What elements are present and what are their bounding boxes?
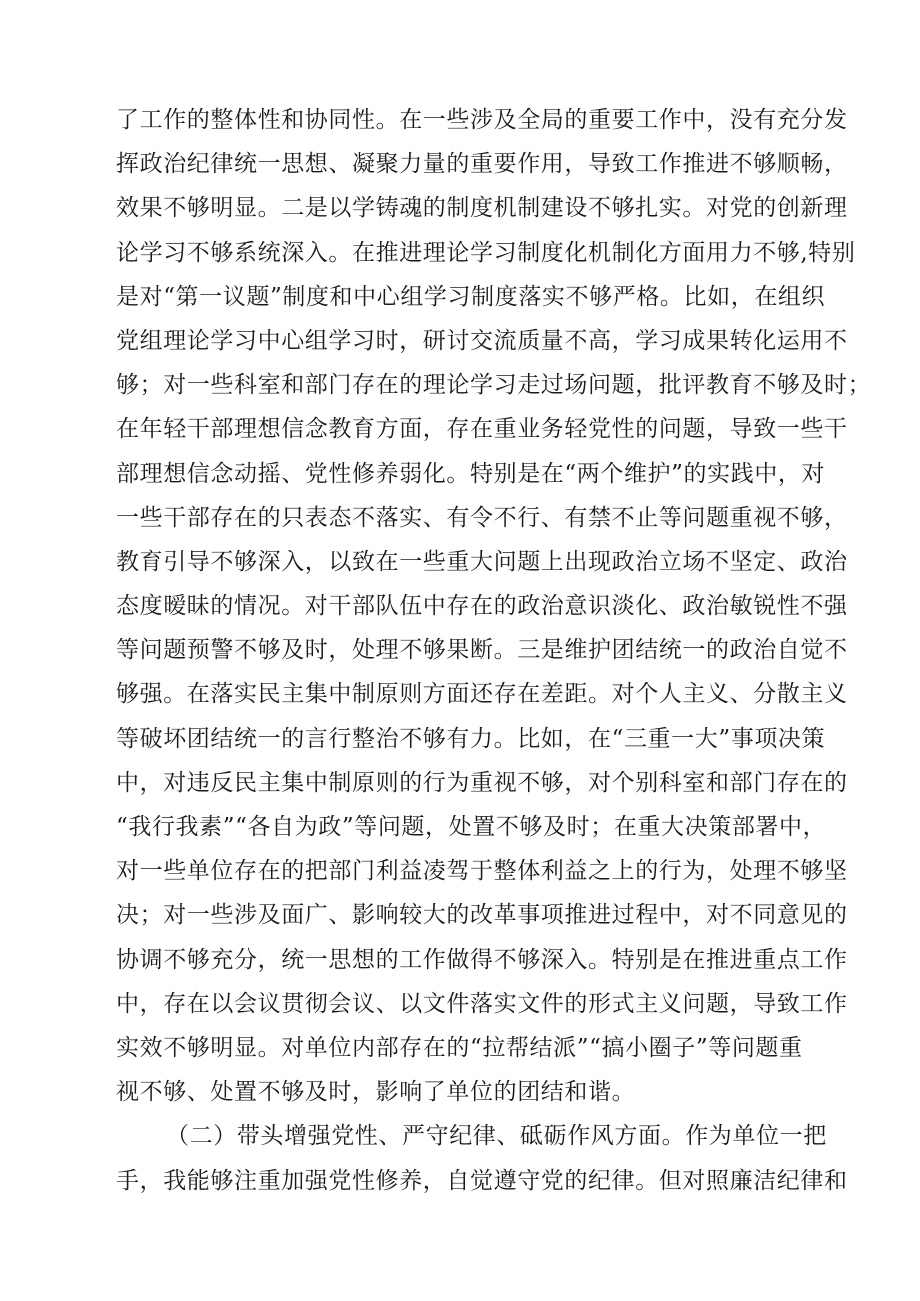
- text-line: 够强。在落实民主集中制原则方面还存在差距。对个人主义、分散主义: [116, 681, 848, 708]
- text-line: 等问题预警不够及时，处理不够果断。三是维护团结统一的政治自觉不: [116, 637, 848, 664]
- text-line: 部理想信念动摇、党性修养弱化。特别是在“两个维护”的实践中，对: [116, 460, 826, 487]
- text-line: 手，我能够注重加强党性修养，自觉遵守党的纪律。但对照廉洁纪律和: [116, 1167, 848, 1194]
- text-line: 挥政治纪律统一思想、凝聚力量的重要作用，导致工作推进不够顺畅，: [116, 151, 848, 178]
- text-line: 够；对一些科室和部门存在的理论学习走过场问题，批评教育不够及时；: [116, 372, 872, 399]
- text-line: “我行我素”“各自为政”等问题，处置不够及时；在重大决策部署中，: [116, 814, 827, 840]
- text-line: 论学习不够系统深入。在推进理论学习制度化机制化方面用力不够,特别: [116, 239, 856, 266]
- text-line: 中，存在以会议贯彻会议、以文件落实文件的形式主义问题，导致工作: [116, 990, 848, 1017]
- text-line: 等破坏团结统一的言行整治不够有力。比如，在“三重一大”事项决策: [116, 725, 826, 752]
- text-line: 协调不够充分，统一思想的工作做得不够深入。特别是在推进重点工作: [116, 946, 848, 973]
- text-line: 了工作的整体性和协同性。在一些涉及全局的重要工作中，没有充分发: [116, 107, 848, 133]
- text-line: 在年轻干部理想信念教育方面，存在重业务轻党性的问题，导致一些干: [116, 416, 848, 443]
- body-text: [116, 98, 872, 1203]
- text-line: 是对“第一议题”制度和中心组学习制度落实不够严格。比如，在组织: [116, 283, 826, 310]
- text-line: 实效不够明显。对单位内部存在的“拉帮结派”“搞小圈子”等问题重: [116, 1034, 803, 1061]
- text-line: 态度暧昧的情况。对干部队伍中存在的政治意识淡化、政治敏锐性不强: [116, 593, 848, 620]
- text-line: 教育引导不够深入，以致在一些重大问题上出现政治立场不坚定、政治: [116, 548, 848, 575]
- text-line: 效果不够明显。二是以学铸魂的制度机制建设不够扎实。对党的创新理: [116, 195, 848, 222]
- section-heading-line: （二）带头增强党性、严守纪律、砥砺作风方面。作为单位一把: [166, 1123, 827, 1150]
- text-line: 党组理论学习中心组学习时，研讨交流质量不高，学习成果转化运用不: [116, 327, 848, 354]
- text-line: 中，对违反民主集中制原则的行为重视不够，对个别科室和部门存在的: [116, 769, 848, 796]
- text-line: 视不够、处置不够及时，影响了单位的团结和谐。: [116, 1079, 636, 1106]
- text-line: 决；对一些涉及面广、影响较大的改革事项推进过程中，对不同意见的: [116, 902, 848, 929]
- text-line: 对一些单位存在的把部门利益凌驾于整体利益之上的行为，处理不够坚: [116, 858, 848, 885]
- text-line: 一些干部存在的只表态不落实、有令不行、有禁不止等问题重视不够，: [116, 504, 848, 531]
